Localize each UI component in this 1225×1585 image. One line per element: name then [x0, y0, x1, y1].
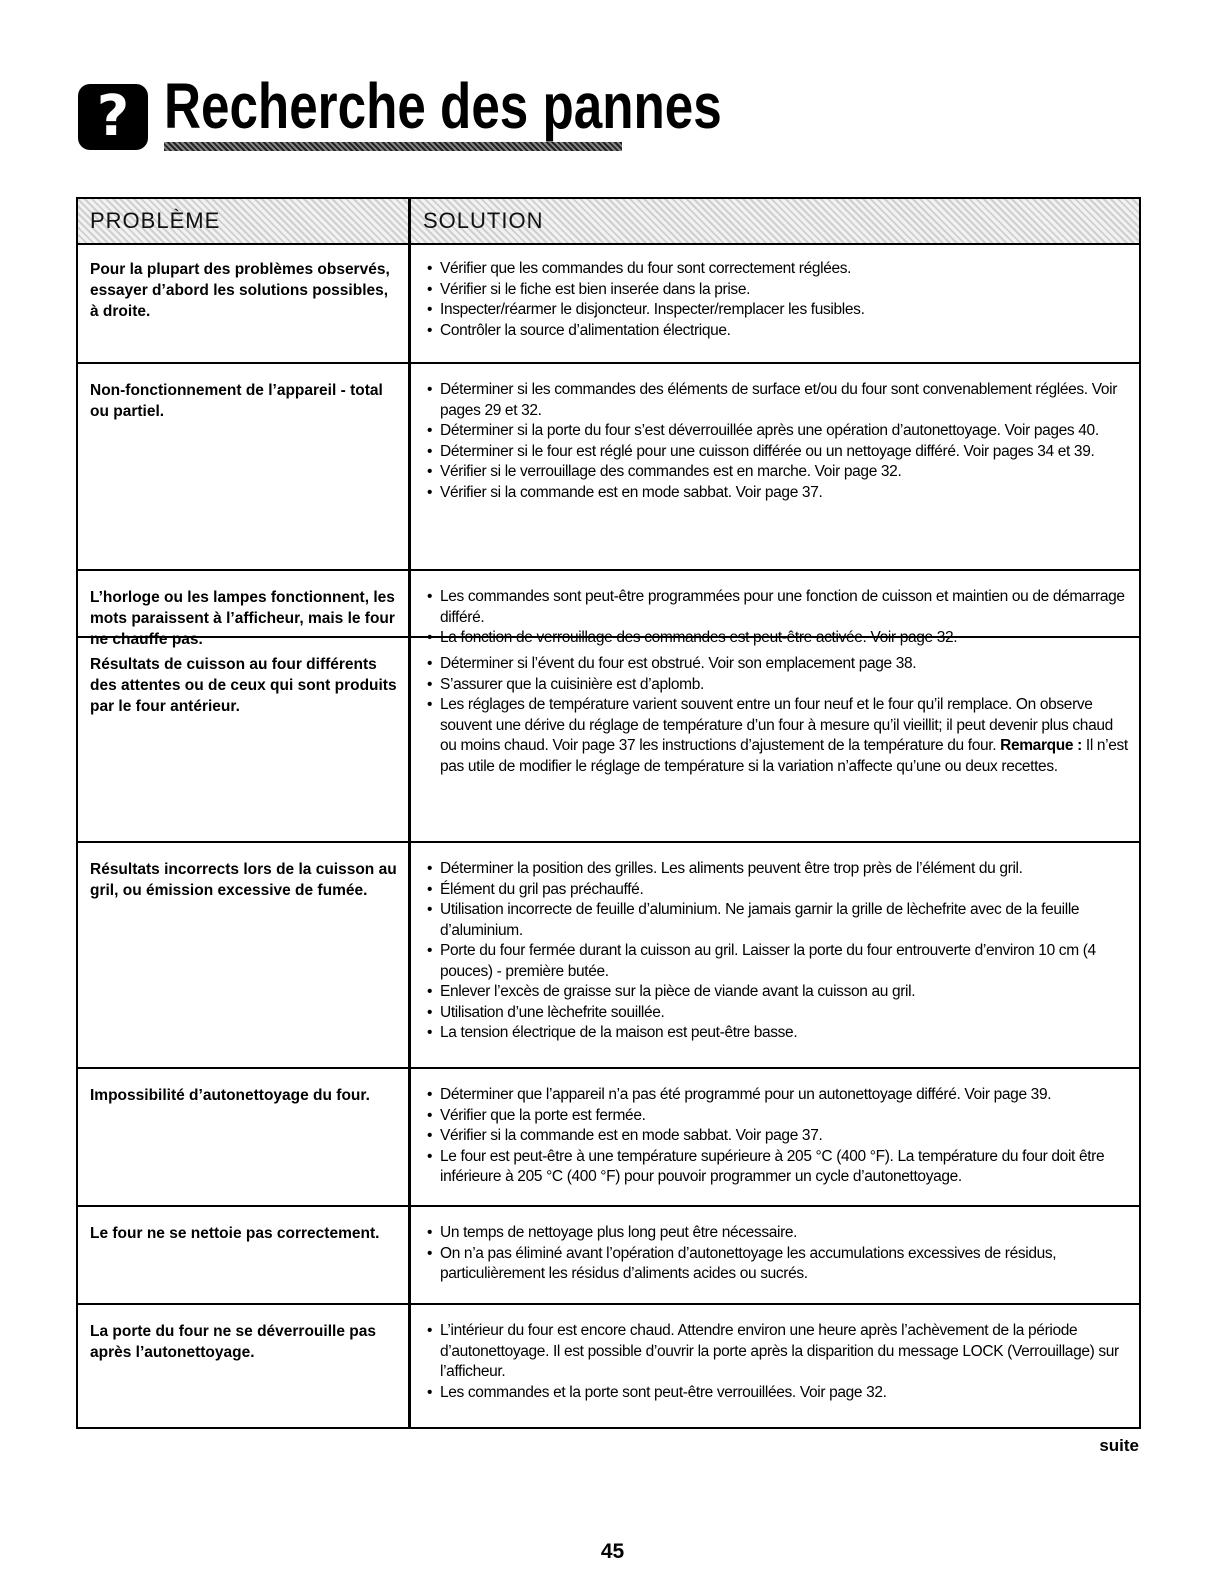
problem-text: Résultats de cuisson au four différents des attentes ou de ceux qui sont produits par le four antérieur. — [90, 656, 397, 715]
solution-item: • Un temps de nettoyage plus long peut être nécessaire. — [427, 1223, 1132, 1244]
solution-item: • Les réglages de température varient souvent entre un four neuf et le four qu’il remplace. On observe souvent une dérive du réglage de température d’un four à mesure qu’il vieillit; il peut devenir plus chaud ou moins chaud. Voir page 37 les instructions d’ajustement de la température du four. Remarque : Il n’est pas utile de modifier le réglage de température si la variation n’affecte qu’une ou deux recettes. — [427, 695, 1132, 777]
table-row — [78, 1067, 1139, 1207]
table-row — [78, 1303, 1139, 1429]
table-row — [78, 243, 1139, 362]
problem-text: Résultats incorrects lors de la cuisson au gril, ou émission excessive de fumée. — [90, 861, 397, 899]
solution-item: • Vérifier que les commandes du four sont correctement réglées. — [427, 259, 1132, 280]
solution-item: • Le four est peut-être à une température supérieure à 205 °C (400 °F). La température du four doit être inférieure à 205 °C (400 °F) pour pouvoir programmer un cycle d’autonettoyage. — [427, 1147, 1132, 1188]
solution-list — [427, 859, 1132, 1044]
problem-text: Non-fonctionnement de l’appareil - total ou partiel. — [90, 382, 383, 420]
solution-item: • Vérifier si la commande est en mode sabbat. Voir page 37. — [427, 483, 1132, 504]
solution-list — [427, 1223, 1132, 1285]
table-row — [78, 636, 1139, 843]
table-row — [78, 362, 1139, 571]
troubleshooting-table — [76, 197, 1141, 1429]
solution-item: • Les commandes et la porte sont peut-être verrouillées. Voir page 32. — [427, 1383, 1132, 1404]
solution-item: • Déterminer si l’évent du four est obstrué. Voir son emplacement page 38. — [427, 654, 1132, 675]
page-title: Recherche des pannes — [164, 70, 722, 142]
solution-list — [427, 1085, 1132, 1188]
solution-item: • Déterminer que l’appareil n’a pas été programmé pour un autonettoyage différé. Voir page 39. — [427, 1085, 1132, 1106]
column-header-solution — [411, 199, 1139, 245]
solution-list — [427, 259, 1132, 341]
solution-item: • La fonction de verrouillage des commandes est peut-être activée. Voir page 32. — [427, 628, 1132, 649]
solution-item: • Enlever l’excès de graisse sur la pièce de viande avant la cuisson au gril. — [427, 982, 1132, 1003]
solution-list — [427, 654, 1132, 777]
table-row — [78, 841, 1139, 1069]
solution-item: • S’assurer que la cuisinière est d’aplomb. — [427, 675, 1132, 696]
solution-item: • Utilisation incorrecte de feuille d’aluminium. Ne jamais garnir la grille de lèchefrite avec de la feuille d’aluminium. — [427, 900, 1132, 941]
problem-text: Le four ne se nettoie pas correctement. — [90, 1225, 380, 1242]
table-row — [78, 1205, 1139, 1305]
title-underline — [164, 142, 622, 151]
question-mark-icon: ? — [78, 84, 148, 150]
solution-item: • Utilisation d’une lèchefrite souillée. — [427, 1003, 1132, 1024]
solution-item: • Déterminer si le four est réglé pour une cuisson différée ou un nettoyage différé. Voir pages 34 et 39. — [427, 442, 1132, 463]
solution-item: • Déterminer si les commandes des éléments de surface et/ou du four sont convenablement réglées. Voir pages 29 et 32. — [427, 380, 1132, 421]
solution-item: • Élément du gril pas préchauffé. — [427, 880, 1132, 901]
problem-text: Impossibilité d’autonettoyage du four. — [90, 1087, 370, 1104]
solution-list — [427, 380, 1132, 503]
solution-item: • Contrôler la source d’alimentation électrique. — [427, 321, 1132, 342]
solution-item: • Inspecter/réarmer le disjoncteur. Inspecter/remplacer les fusibles. — [427, 300, 1132, 321]
solution-item: • Vérifier si le fiche est bien inserée dans la prise. — [427, 280, 1132, 301]
problem-text: L’horloge ou les lampes fonctionnent, les mots paraissent à l’afficheur, mais le four ne chauffe pas. — [90, 589, 395, 648]
solution-item: • L’intérieur du four est encore chaud. Attendre environ une heure après l’achèvement de la période d’autonettoyage. Il est possible d’ouvrir la porte après la disparition du message LOCK (Verrouillage) sur l’afficheur. — [427, 1321, 1132, 1383]
problem-text: La porte du four ne se déverrouille pas après l’autonettoyage. — [90, 1323, 376, 1361]
continued-label: suite — [1099, 1436, 1139, 1455]
column-header-solution-label: SOLUTION — [423, 208, 544, 233]
problem-text: Pour la plupart des problèmes observés, essayer d’abord les solutions possibles, à droite. — [90, 261, 390, 320]
page-header — [78, 60, 722, 160]
page-number: 45 — [600, 1540, 625, 1563]
table-row — [78, 569, 1139, 648]
solution-item: • On n’a pas éliminé avant l’opération d’autonettoyage les accumulations excessives de résidus, particulièrement les résidus d’aliments acides ou sucrés. — [427, 1244, 1132, 1285]
column-header-problem-label: PROBLÈME — [90, 208, 221, 233]
solution-item: • Vérifier si la commande est en mode sabbat. Voir page 37. — [427, 1126, 1132, 1147]
solution-item: • Vérifier si le verrouillage des commandes est en marche. Voir page 32. — [427, 462, 1132, 483]
solution-item: • Déterminer si la porte du four s’est déverrouillée après une opération d’autonettoyage. Voir pages 40. — [427, 421, 1132, 442]
solution-item: • Les commandes sont peut-être programmées pour une fonction de cuisson et maintien ou de démarrage différé. — [427, 587, 1132, 628]
column-header-problem — [78, 199, 408, 245]
solution-item: • La tension électrique de la maison est peut-être basse. — [427, 1023, 1132, 1044]
solution-item: • Déterminer la position des grilles. Les aliments peuvent être trop près de l’élément du gril. — [427, 859, 1132, 880]
solution-list — [427, 1321, 1132, 1403]
solution-item: • Porte du four fermée durant la cuisson au gril. Laisser la porte du four entrouverte d’environ 10 cm (4 pouces) - première butée. — [427, 941, 1132, 982]
remark-label: Remarque : — [1000, 737, 1082, 754]
solution-item: • Vérifier que la porte est fermée. — [427, 1106, 1132, 1127]
